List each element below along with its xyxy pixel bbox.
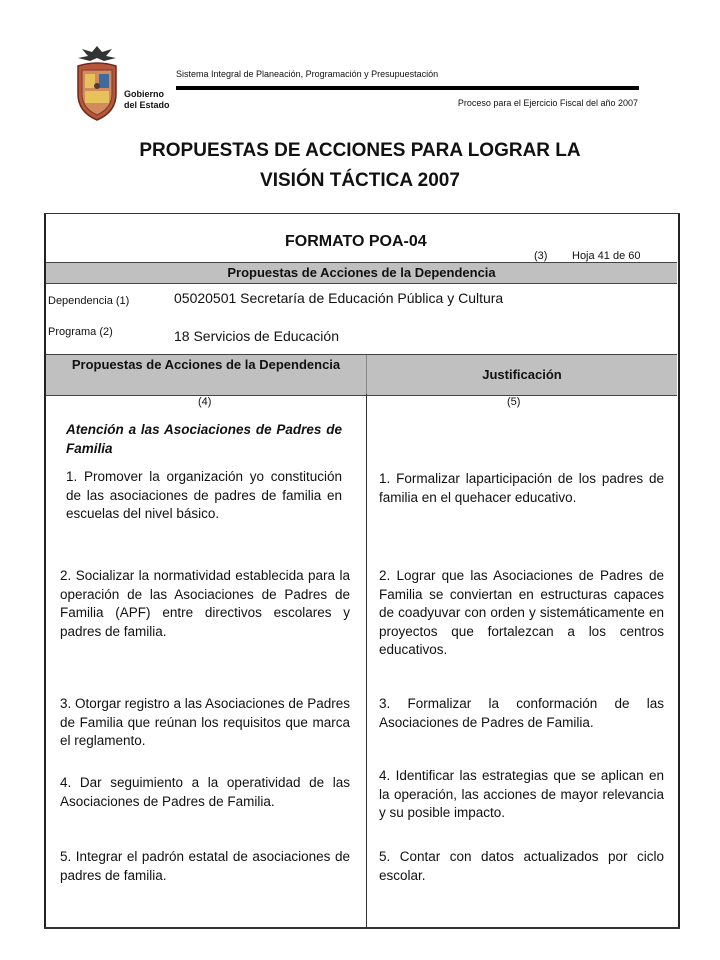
government-label [124,89,170,111]
header-rule [176,86,639,90]
action-4: 4. Dar seguimiento a la operatividad de las Asociaciones de Padres de Familia. [60,775,350,809]
action-2: 2. Socializar la normatividad establecida para la operación de las Asociaciones de Padres de Familia (APF) entre directivos escolares y padres de familia. [60,568,350,639]
section-title: Propuestas de Acciones de la Dependencia [227,265,496,280]
government-label-line2: del Estado [124,100,170,110]
dependencia-value: 05020501 Secretaría de Educación Pública y Cultura [174,290,504,306]
justification-3: 3. Formalizar la conformación de las Asociaciones de Padres de Familia. [379,696,664,730]
col1-header: Propuestas de Acciones de la Dependencia [46,355,367,395]
page-title-line1: PROPUESTAS DE ACCIONES PARA LOGRAR LA [139,140,581,161]
col2-number: (5) [507,396,521,408]
justification-1: 1. Formalizar laparticipación de los padres de familia en el quehacer educativo. [379,471,664,505]
section-heading: Atención a las Asociaciones de Padres de Familia [66,422,342,456]
form-name: FORMATO POA-04 [285,233,427,250]
system-name: Sistema Integral de Planeación, Programación y Presupuestación [176,69,439,79]
process-label: Proceso para el Ejercicio Fiscal del año 2007 [457,98,638,108]
action-3: 3. Otorgar registro a las Asociaciones de Padres de Familia que reúnan los requisitos que marca el reglamento. [60,696,350,748]
programa-value: 18 Servicios de Educación [174,328,339,344]
action-5: 5. Integrar el padrón estatal de asociaciones de padres de familia. [60,849,350,883]
form-bottom-rule [44,927,680,929]
column-divider [366,394,367,929]
justification-4: 4. Identificar las estrategias que se aplican en la operación, las acciones de mayor relevancia y su posible impacto. [379,768,664,820]
form-ref: (3) [534,250,548,262]
col2-header: Justificación [482,367,562,382]
dependencia-label: Dependencia (1) [48,295,130,307]
column-header-band [46,354,677,396]
section-title-band [46,262,677,284]
justification-2: 2. Lograr que las Asociaciones de Padres de Familia se conviertan en estructuras capaces de coadyuvar con orden y sistemáticamente en proyectos que fortalezcan a los centros educativos. [379,568,664,657]
action-1: 1. Promover la organización yo constitución de las asociaciones de padres de familia en escuelas del nivel básico. [66,469,342,521]
government-label-line1: Gobierno [124,89,164,99]
page-number: Hoja 41 de 60 [572,250,641,262]
programa-label: Programa (2) [48,326,113,338]
state-coat-of-arms-icon [70,42,124,122]
form-top-rule [44,213,680,214]
page-title-line2: VISIÓN TÁCTICA 2007 [260,170,460,191]
justification-5: 5. Contar con datos actualizados por ciclo escolar. [379,849,664,883]
col1-number: (4) [198,396,212,408]
